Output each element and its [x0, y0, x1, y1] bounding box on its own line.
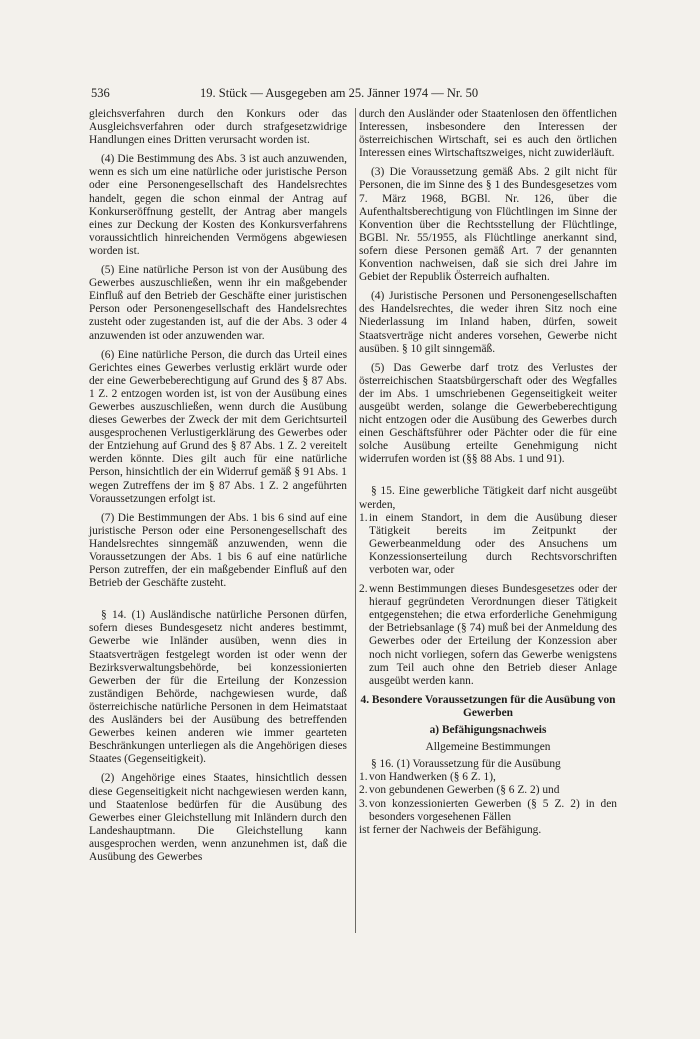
list-item	[359, 784, 617, 797]
paragraph-section-15: § 15. Eine gewerbliche Tätigkeit darf nicht ausgeübt werden,	[359, 485, 617, 511]
list-text: wenn Bestimmungen dieses Bundesgesetzes oder der hierauf gegründeten Verordnungen dieser Tätigkeit entgegenstehen; die etwa erforderliche Genehmigung der Betriebsanlage (§ 74) muß bei der Anmeldung des Gewerbes oder der Erteilung der Konzession aber noch nicht vorliegen, sofern das Gewerbe wenigstens zum Teil auch ohne den Betrieb dieser Anlage ausgeübt werden kann.	[369, 583, 617, 687]
paragraph-continuation-right: durch den Ausländer oder Staatenlosen den öffentlichen Interessen, insbesondere den Interessen der österreichischen Wirtschaft, sei es auch den örtlichen Interessen eines Wirtschaftszweiges, nicht zuwiderläuft.	[359, 108, 617, 160]
paragraph-section-14-abs-2: (2) Angehörige eines Staates, hinsichtlich dessen diese Gegenseitigkeit nicht nachgewiesen werden kann, und Staatenlose bedürfen für die Ausübung des Gewerbes einer Gleichstellung mit Inländern durch den Landeshauptmann. Die Gleichstellung kann ausgesprochen werden, wenn anzunehmen ist, daß die Ausübung des Gewerbes	[89, 772, 347, 863]
list-number: 1.	[359, 511, 368, 524]
paragraph-abs-5: (5) Eine natürliche Person ist von der Ausübung des Gewerbes auszuschließen, wenn ihr ein maßgebender Einfluß auf den Betrieb der Geschäfte einer juristischen Person oder Personengesellschaft des Handelsrechtes zusteht oder zugestanden ist, auf die der Abs. 3 oder 4 anzuwenden ist oder anzuwenden war.	[89, 264, 347, 342]
paragraph-section-14-abs-5: (5) Das Gewerbe darf trotz des Verlustes der österreichischen Staatsbürgerschaft oder des Wegfalles der im Abs. 1 umschriebenen Gegenseitigkeit weiter ausgeübt werden, solange die Gewerbeberechtigung nicht entzogen oder die Ausübung des Gewerbes durch einen Geschäftsführer oder Pächter oder die für eine solche Ausübung erteilte Genehmigung nicht widerrufen worden ist (§§ 88 Abs. 1 und 91).	[359, 361, 617, 466]
paragraph-closing: ist ferner der Nachweis der Befähigung.	[359, 823, 542, 836]
page-number: 536	[91, 86, 110, 100]
list-number: 2.	[359, 583, 368, 596]
list-item	[359, 583, 617, 688]
list-item	[359, 798, 617, 824]
list-number: 2.	[359, 784, 368, 797]
list-number: 1.	[359, 771, 368, 784]
list-text: von gebundenen Gewerben (§ 6 Z. 2) und	[369, 784, 560, 797]
paragraph-continuation: gleichsverfahren durch den Konkurs oder das Ausgleichsverfahren oder durch strafgesetzwidrige Handlungen eines Dritten verursacht worden ist.	[89, 108, 347, 147]
paragraph-abs-7: (7) Die Bestimmungen der Abs. 1 bis 6 sind auf eine juristische Person oder eine Personengesellschaft des Handelsrechtes sinngemäß anzuwenden, wenn die Voraussetzungen der Abs. 1 bis 6 auf eine natürliche Person zutreffen, der ein maßgebender Einfluß auf den Betrieb der Geschäfte zusteht.	[89, 511, 347, 590]
list-item	[359, 512, 617, 577]
list-item	[359, 771, 617, 784]
section-heading: 4. Besondere Voraussetzungen für die Ausübung von Gewerben	[360, 693, 616, 719]
list-text: von Handwerken (§ 6 Z. 1),	[369, 771, 496, 784]
paragraph-section-14-abs-3: (3) Die Voraussetzung gemäß Abs. 2 gilt nicht für Personen, die im Sinne des § 1 des Bundesgesetzes vom 7. März 1968, BGBl. Nr. 126, über die Aufenthaltsberechtigung von Flüchtlingen im Sinne der Konvention über die Rechtsstellung der Flüchtlinge, BGBl. Nr. 55/1955, als Flüchtlinge anerkannt sind, sofern diese Personen gemäß Art. 7 der genannten Konvention nachweisen, daß sie sich drei Jahre im Gebiet der Republik Österreich aufhalten.	[359, 166, 617, 284]
section-15-list	[359, 512, 617, 688]
subheading-befaehigungsnachweis: a) Befähigungsnachweis	[429, 724, 547, 737]
column-rule	[355, 108, 356, 933]
paragraph-section-14-abs-4: (4) Juristische Personen und Personengesellschaften des Handelsrechtes, die weder ihren Sitz noch eine Niederlassung im Inland haben, dürfen, soweit Staatsverträge nicht anderes vorsehen, Gewerbe nicht ausüben. § 10 gilt sinngemäß.	[359, 290, 617, 355]
running-head: 19. Stück — Ausgegeben am 25. Jänner 1974 — Nr. 50	[200, 86, 479, 100]
list-number: 3.	[359, 797, 368, 810]
left-column	[89, 108, 347, 864]
list-text: von konzessionierten Gewerben (§ 5 Z. 2) in den besonders vorgesehenen Fällen	[369, 797, 617, 823]
paragraph-abs-4: (4) Die Bestimmung des Abs. 3 ist auch anzuwenden, wenn es sich um eine natürliche oder juristische Person oder eine Personengesellschaft des Handelsrechtes handelt, gegen die schon einmal der Antrag auf Konkurseröffnung gestellt, der Antrag aber mangels eines zur Deckung der Kosten des Konkursverfahrens voraussichtlich hinreichenden Vermögens abgewiesen worden ist.	[89, 153, 347, 257]
list-text: in einem Standort, in dem die Ausübung dieser Tätigkeit bereits im Zeitpunkt der Gewerbeanmeldung oder des Ansuchens um Konzessionserteilung durch Rechtsvorschriften verboten war, oder	[369, 511, 617, 576]
paragraph-abs-6: (6) Eine natürliche Person, die durch das Urteil eines Gerichtes eines Gewerbes verlustig erklärt wurde oder der eine Gewerbeberechtigung auf Grund des § 87 Abs. 1 Z. 2 entzogen worden ist, ist von der Ausübung eines Gewerbes auszuschließen, wenn durch die Ausübung dieses Gewerbes der Zweck der mit dem Gerichtsurteil ausgesprochenen Verlustigerklärung des Gewerbes oder der Entziehung auf Grund des § 87 Abs. 1 Z. 2 vereitelt werden könnte. Dies gilt auch für eine natürliche Person, hinsichtlich der ein Widerruf gemäß § 91 Abs. 1 wegen Zutreffens der im § 87 Abs. 1 Z. 2 angeführten Voraussetzungen erfolgt ist.	[89, 348, 347, 505]
subheading-allgemeine-bestimmungen: Allgemeine Bestimmungen	[425, 741, 551, 754]
paragraph-section-14: § 14. (1) Ausländische natürliche Personen dürfen, sofern dieses Bundesgesetz nicht anderes bestimmt, Gewerbe wie Inländer ausüben, wenn dies in Staatsverträgen festgelegt worden ist oder wenn der Bezirksverwaltungsbehörde, bei konzessionierten Gewerben der für die Erteilung der Konzession zuständigen Behörde, nachgewiesen wurde, daß österreichische natürliche Personen in dem Heimatstaat des Ausländers bei der Ausübung des betreffenden Gewerbes keinen anderen wie immer gearteten Beschränkungen unterliegen als die Angehörigen dieses Staates (Gegenseitigkeit).	[89, 609, 347, 766]
right-column	[359, 108, 617, 837]
section-16-list	[359, 771, 617, 823]
paragraph-section-16: § 16. (1) Voraussetzung für die Ausübung	[371, 758, 561, 771]
